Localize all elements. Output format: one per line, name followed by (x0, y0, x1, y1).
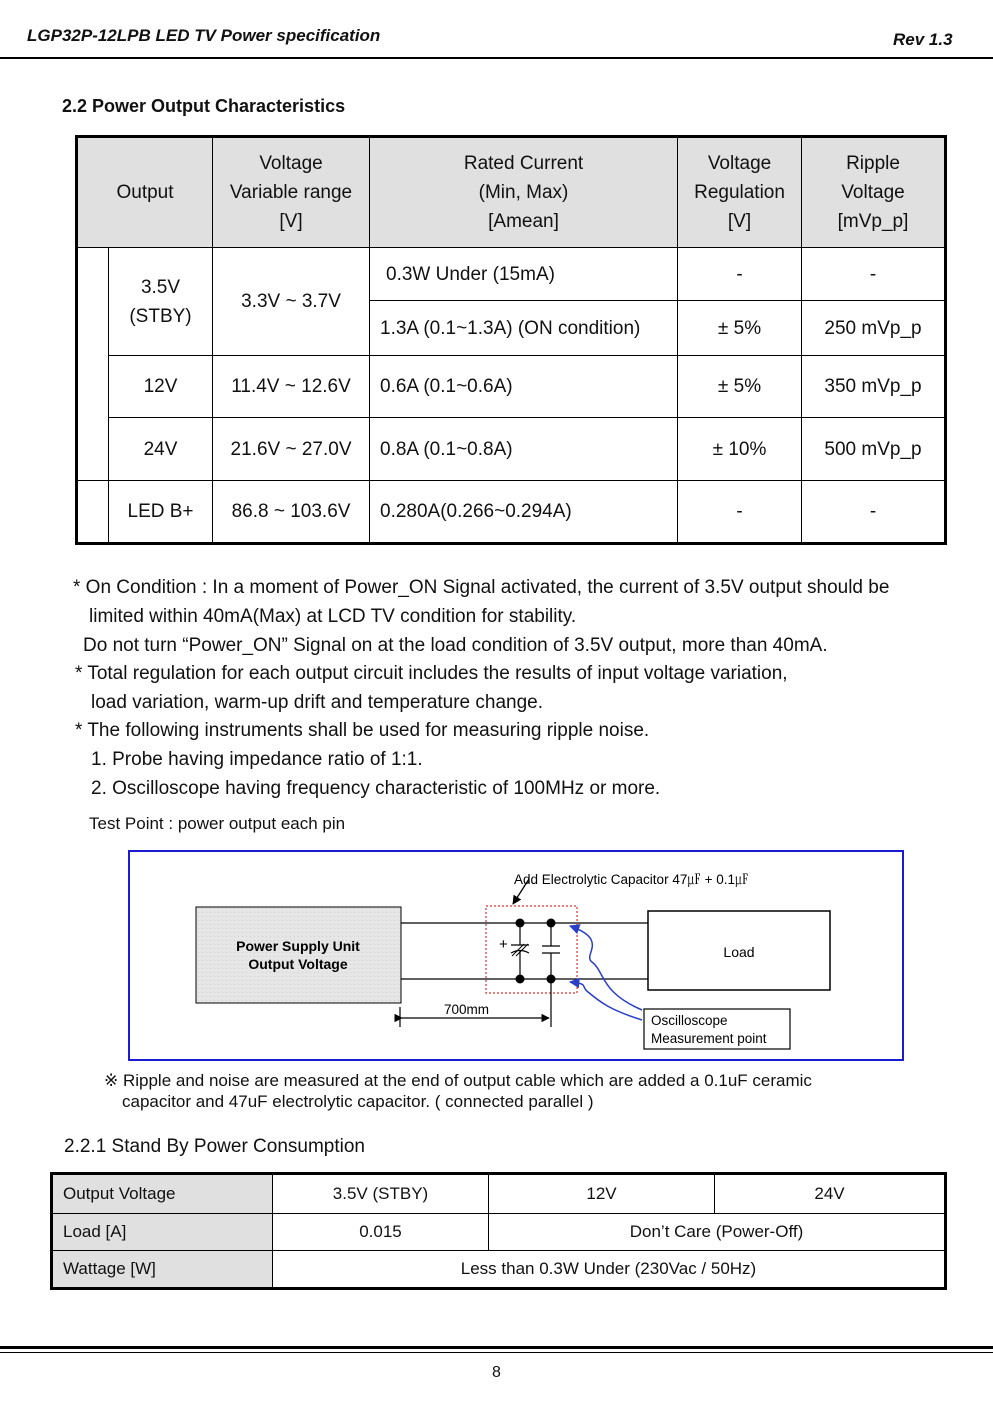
header-text: [Amean] (488, 211, 559, 232)
table-row (77, 356, 946, 418)
psu-box (196, 907, 401, 1003)
ripple-stby-a: - (802, 248, 946, 301)
current-12v: 0.6A (0.1~0.6A) (370, 356, 678, 418)
oscilloscope-label-line1: Oscilloscope (651, 1013, 728, 1028)
note-on-condition: * On Condition : In a moment of Power_ON Signal activated, the current of 3.5V output should be (73, 577, 890, 598)
ripple-note-line1: ※ Ripple and noise are measured at the end of output cable which are added a 0.1uF ceramic (104, 1071, 812, 1090)
cell-24v: 24V (715, 1174, 946, 1214)
table-row (52, 1251, 946, 1289)
table-row (52, 1214, 946, 1251)
junction-dot (547, 975, 556, 984)
table-row (77, 248, 946, 301)
test-point-label: Test Point : power output each pin (89, 814, 346, 833)
note-instruments: * The following instruments shall be used for measuring ripple noise. (75, 720, 650, 741)
measurement-arrow-top (570, 926, 642, 1010)
output-stby (109, 248, 213, 356)
header-text: Voltage (259, 153, 323, 174)
output-24v: 24V (109, 418, 213, 481)
group-spacer-cell (77, 481, 109, 544)
footer-rule-thin (0, 1352, 993, 1353)
revision-label: Rev 1.3 (893, 30, 953, 49)
junction-dot (516, 975, 525, 984)
subsection-title: 2.2.1 Stand By Power Consumption (64, 1136, 366, 1157)
note-oscilloscope: 2. Oscilloscope having frequency characteristic of 100MHz or more. (91, 778, 661, 799)
ripple-note-line2: capacitor and 47uF electrolytic capacitor. ( connected parallel ) (122, 1092, 594, 1111)
note-line: limited within 40mA(Max) at LCD TV condition for stability. (89, 606, 577, 627)
ripple-led: - (802, 481, 946, 544)
header-voltage-regulation (678, 137, 802, 248)
document-title: LGP32P-12LPB LED TV Power specification (27, 26, 381, 45)
cell-text: 3.5V (140, 276, 181, 298)
header-text: Regulation (694, 182, 785, 203)
measurement-arrow-bottom (570, 982, 642, 1020)
output-led: LED B+ (109, 481, 213, 544)
range-12v: 11.4V ~ 12.6V (213, 356, 370, 418)
section-title: 2.2 Power Output Characteristics (62, 96, 346, 116)
note-line: Do not turn “Power_ON” Signal on at the load condition of 3.5V output, more than 40mA. (83, 635, 828, 656)
regulation-12v: ± 5% (678, 356, 802, 418)
header-text: [mVp_p] (837, 211, 909, 232)
header-text: Voltage (841, 182, 905, 203)
header-rule (0, 57, 993, 59)
ripple-test-diagram (128, 850, 904, 1061)
ripple-stby-b: 250 mVp_p (802, 301, 946, 356)
regulation-led: - (678, 481, 802, 544)
output-characteristics-table (75, 135, 947, 545)
current-24v: 0.8A (0.1~0.8A) (370, 418, 678, 481)
header-voltage-range (213, 137, 370, 248)
row-label-wattage: Wattage [W] (52, 1251, 273, 1289)
standby-consumption-table (50, 1172, 947, 1290)
length-label: 700mm (444, 1002, 490, 1017)
row-label-load: Load [A] (52, 1214, 273, 1251)
cell-text: (STBY) (129, 305, 192, 327)
junction-dot (516, 919, 525, 928)
load-label: Load (723, 944, 755, 960)
cell-stby: 3.5V (STBY) (273, 1174, 489, 1214)
group-spacer-cell (77, 248, 109, 481)
psu-label-line2: Output Voltage (248, 956, 348, 972)
regulation-stby-b: ± 5% (678, 301, 802, 356)
note-probe: 1. Probe having impedance ratio of 1:1. (91, 749, 423, 770)
cell-wattage: Less than 0.3W Under (230Vac / 50Hz) (273, 1251, 946, 1289)
header-text: Rated Current (463, 153, 584, 174)
table-row (77, 481, 946, 544)
page-number: 8 (492, 1364, 501, 1381)
junction-dot (547, 919, 556, 928)
header-text: Variable range (229, 182, 353, 203)
table-row (52, 1174, 946, 1214)
oscilloscope-label-line2: Measurement point (651, 1031, 767, 1046)
cell-load-stby: 0.015 (273, 1214, 489, 1251)
header-rated-current (370, 137, 678, 248)
table-row (77, 418, 946, 481)
header-text: [V] (727, 211, 752, 232)
cell-load-dont-care: Don’t Care (Power-Off) (489, 1214, 946, 1251)
row-label-output-voltage: Output Voltage (52, 1174, 273, 1214)
cell-12v: 12V (489, 1174, 715, 1214)
note-line: load variation, warm-up drift and temperature change. (91, 692, 544, 713)
ripple-12v: 350 mVp_p (802, 356, 946, 418)
ripple-24v: 500 mVp_p (802, 418, 946, 481)
header-text: Ripple (846, 153, 900, 174)
regulation-stby-a: - (678, 248, 802, 301)
capacitor-label: Add Electrolytic Capacitor 47㎌ + 0.1㎌ (514, 872, 749, 887)
header-text: [V] (279, 211, 303, 232)
table-header-row (77, 137, 946, 248)
diagram-svg (130, 852, 906, 1063)
regulation-24v: ± 10% (678, 418, 802, 481)
range-stby: 3.3V ~ 3.7V (213, 248, 370, 356)
current-stby-a: 0.3W Under (15mA) (370, 248, 678, 301)
range-24v: 21.6V ~ 27.0V (213, 418, 370, 481)
header-text: Voltage (707, 153, 772, 174)
output-12v: 12V (109, 356, 213, 418)
cap-plus-sign: + (499, 936, 508, 953)
header-output: Output (77, 137, 213, 248)
current-stby-b: 1.3A (0.1~1.3A) (ON condition) (370, 301, 678, 356)
current-led: 0.280A(0.266~0.294A) (370, 481, 678, 544)
header-ripple-voltage (802, 137, 946, 248)
header-text: (Min, Max) (478, 182, 569, 203)
psu-label-line1: Power Supply Unit (236, 938, 360, 954)
footer-rule (0, 1346, 993, 1349)
range-led: 86.8 ~ 103.6V (213, 481, 370, 544)
note-total-regulation: * Total regulation for each output circuit includes the results of input voltage variation, (75, 663, 788, 684)
